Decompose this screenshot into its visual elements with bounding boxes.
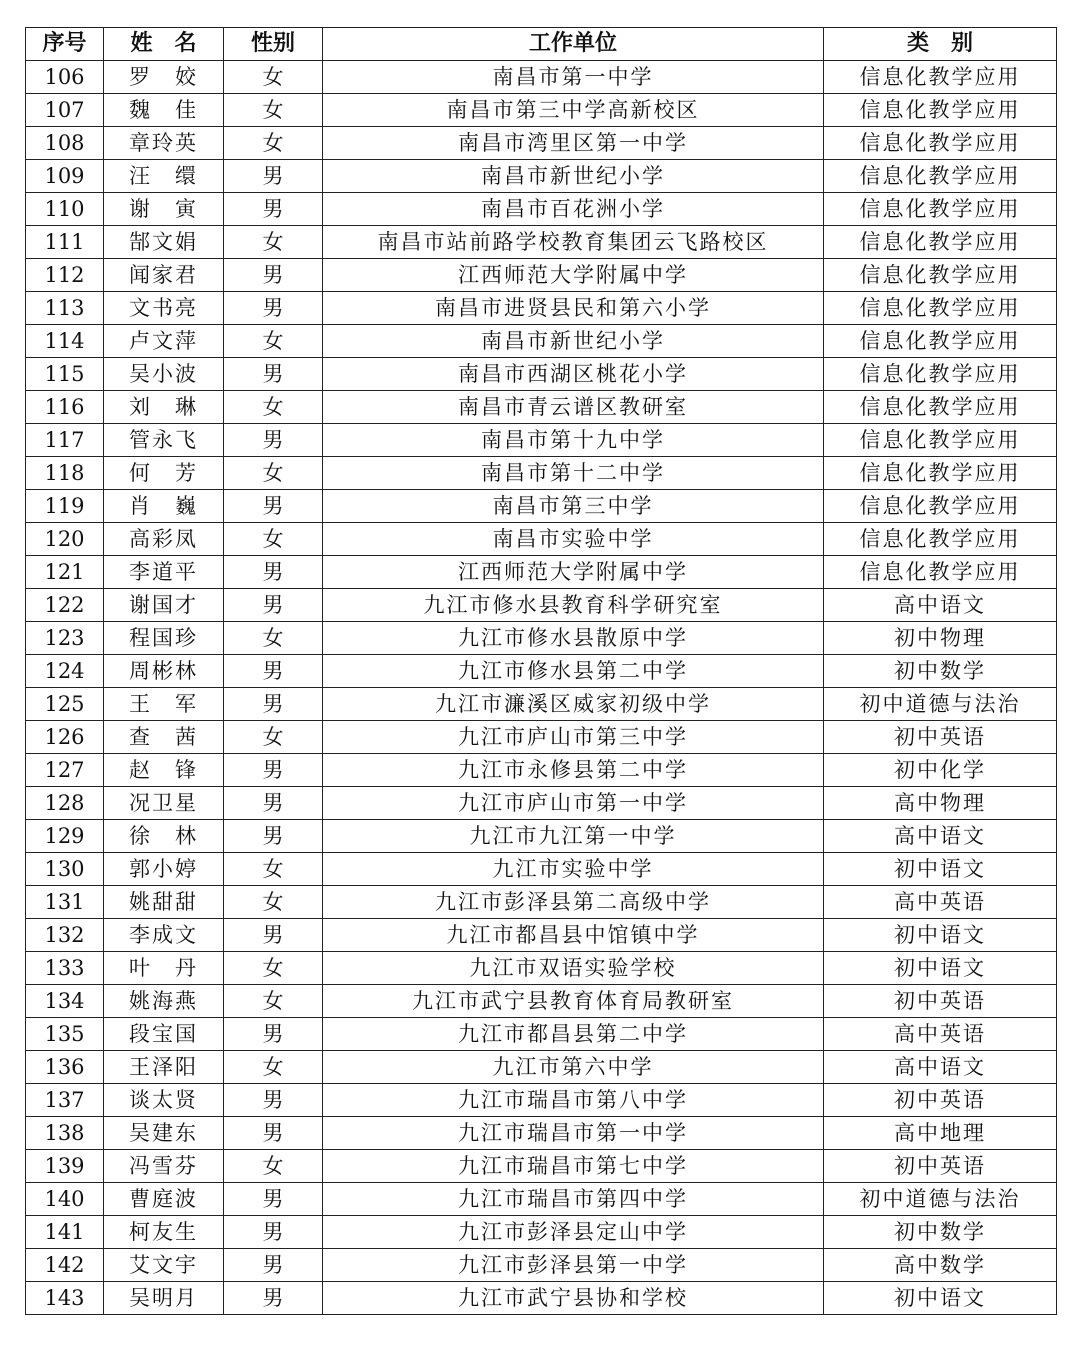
cell-category: 信息化教学应用 — [824, 94, 1057, 127]
cell-no: 109 — [26, 160, 104, 193]
cell-category: 信息化教学应用 — [824, 424, 1057, 457]
cell-no: 107 — [26, 94, 104, 127]
cell-sex: 女 — [224, 325, 323, 358]
table-header — [26, 28, 1057, 61]
cell-sex: 女 — [224, 391, 323, 424]
cell-name: 艾文宇 — [104, 1249, 224, 1282]
cell-unit: 九江市彭泽县第一中学 — [323, 1249, 824, 1282]
cell-no: 131 — [26, 886, 104, 919]
cell-sex: 男 — [224, 688, 323, 721]
cell-unit: 九江市双语实验学校 — [323, 952, 824, 985]
cell-unit: 九江市都昌县第二中学 — [323, 1018, 824, 1051]
table-row — [26, 226, 1057, 259]
table-row — [26, 952, 1057, 985]
cell-name: 谢国才 — [104, 589, 224, 622]
cell-category: 初中语文 — [824, 853, 1057, 886]
cell-no: 122 — [26, 589, 104, 622]
cell-unit: 九江市武宁县教育体育局教研室 — [323, 985, 824, 1018]
cell-category: 高中数学 — [824, 1249, 1057, 1282]
cell-category: 高中语文 — [824, 820, 1057, 853]
cell-unit: 南昌市青云谱区教研室 — [323, 391, 824, 424]
cell-category: 高中语文 — [824, 1051, 1057, 1084]
table-row — [26, 424, 1057, 457]
cell-name: 郭小婷 — [104, 853, 224, 886]
cell-no: 127 — [26, 754, 104, 787]
cell-no: 108 — [26, 127, 104, 160]
cell-category: 高中英语 — [824, 1018, 1057, 1051]
table-row — [26, 259, 1057, 292]
cell-unit: 九江市修水县第二中学 — [323, 655, 824, 688]
cell-unit: 九江市瑞昌市第八中学 — [323, 1084, 824, 1117]
table-row — [26, 1018, 1057, 1051]
cell-unit: 南昌市第十二中学 — [323, 457, 824, 490]
cell-sex: 女 — [224, 1051, 323, 1084]
cell-unit: 南昌市实验中学 — [323, 523, 824, 556]
cell-unit: 南昌市西湖区桃花小学 — [323, 358, 824, 391]
cell-name: 谢 寅 — [104, 193, 224, 226]
cell-no: 125 — [26, 688, 104, 721]
table-row — [26, 622, 1057, 655]
cell-name: 卢文萍 — [104, 325, 224, 358]
table-row — [26, 589, 1057, 622]
cell-category: 高中英语 — [824, 886, 1057, 919]
header-name: 姓 名 — [104, 28, 224, 61]
cell-name: 吴明月 — [104, 1282, 224, 1315]
cell-no: 114 — [26, 325, 104, 358]
cell-category: 初中英语 — [824, 721, 1057, 754]
cell-unit: 九江市武宁县协和学校 — [323, 1282, 824, 1315]
table-row — [26, 127, 1057, 160]
cell-name: 姚海燕 — [104, 985, 224, 1018]
cell-no: 129 — [26, 820, 104, 853]
cell-no: 135 — [26, 1018, 104, 1051]
cell-name: 曹庭波 — [104, 1183, 224, 1216]
cell-no: 137 — [26, 1084, 104, 1117]
cell-no: 126 — [26, 721, 104, 754]
table-row — [26, 655, 1057, 688]
cell-unit: 九江市庐山市第一中学 — [323, 787, 824, 820]
cell-category: 信息化教学应用 — [824, 292, 1057, 325]
cell-category: 信息化教学应用 — [824, 325, 1057, 358]
table-row — [26, 1282, 1057, 1315]
table-row — [26, 1117, 1057, 1150]
cell-no: 142 — [26, 1249, 104, 1282]
cell-sex: 女 — [224, 226, 323, 259]
cell-sex: 男 — [224, 820, 323, 853]
cell-name: 程国珍 — [104, 622, 224, 655]
table-row — [26, 1249, 1057, 1282]
cell-name: 赵 锋 — [104, 754, 224, 787]
cell-category: 初中英语 — [824, 1084, 1057, 1117]
cell-sex: 女 — [224, 721, 323, 754]
table-row — [26, 688, 1057, 721]
cell-category: 高中地理 — [824, 1117, 1057, 1150]
cell-category: 初中道德与法治 — [824, 688, 1057, 721]
cell-unit: 南昌市百花洲小学 — [323, 193, 824, 226]
header-unit: 工作单位 — [323, 28, 824, 61]
cell-sex: 男 — [224, 1084, 323, 1117]
cell-sex: 男 — [224, 787, 323, 820]
cell-no: 113 — [26, 292, 104, 325]
table-row — [26, 919, 1057, 952]
cell-unit: 九江市实验中学 — [323, 853, 824, 886]
table-row — [26, 754, 1057, 787]
cell-no: 116 — [26, 391, 104, 424]
cell-sex: 女 — [224, 127, 323, 160]
cell-unit: 南昌市第十九中学 — [323, 424, 824, 457]
cell-unit: 九江市九江第一中学 — [323, 820, 824, 853]
cell-name: 冯雪芬 — [104, 1150, 224, 1183]
cell-unit: 九江市第六中学 — [323, 1051, 824, 1084]
cell-category: 初中语文 — [824, 1282, 1057, 1315]
cell-sex: 男 — [224, 259, 323, 292]
cell-category: 初中数学 — [824, 1216, 1057, 1249]
cell-name: 况卫星 — [104, 787, 224, 820]
cell-no: 121 — [26, 556, 104, 589]
cell-sex: 男 — [224, 589, 323, 622]
cell-category: 初中物理 — [824, 622, 1057, 655]
table-row — [26, 820, 1057, 853]
table-body — [26, 61, 1057, 1315]
cell-sex: 男 — [224, 424, 323, 457]
cell-unit: 九江市濂溪区威家初级中学 — [323, 688, 824, 721]
cell-unit: 南昌市新世纪小学 — [323, 160, 824, 193]
cell-no: 132 — [26, 919, 104, 952]
cell-no: 106 — [26, 61, 104, 94]
table-row — [26, 985, 1057, 1018]
cell-category: 初中道德与法治 — [824, 1183, 1057, 1216]
cell-name: 文书亮 — [104, 292, 224, 325]
cell-sex: 女 — [224, 622, 323, 655]
cell-no: 124 — [26, 655, 104, 688]
cell-name: 章玲英 — [104, 127, 224, 160]
cell-unit: 南昌市第三中学 — [323, 490, 824, 523]
cell-no: 120 — [26, 523, 104, 556]
cell-category: 初中数学 — [824, 655, 1057, 688]
cell-name: 管永飞 — [104, 424, 224, 457]
cell-no: 128 — [26, 787, 104, 820]
cell-sex: 男 — [224, 1249, 323, 1282]
header-no: 序号 — [26, 28, 104, 61]
cell-unit: 南昌市第三中学高新校区 — [323, 94, 824, 127]
table-row — [26, 358, 1057, 391]
cell-unit: 南昌市进贤县民和第六小学 — [323, 292, 824, 325]
cell-category: 初中化学 — [824, 754, 1057, 787]
cell-unit: 江西师范大学附属中学 — [323, 556, 824, 589]
cell-name: 闻家君 — [104, 259, 224, 292]
cell-sex: 男 — [224, 1216, 323, 1249]
cell-no: 140 — [26, 1183, 104, 1216]
cell-unit: 南昌市站前路学校教育集团云飞路校区 — [323, 226, 824, 259]
cell-no: 130 — [26, 853, 104, 886]
cell-sex: 女 — [224, 985, 323, 1018]
cell-name: 徐 林 — [104, 820, 224, 853]
table-row — [26, 61, 1057, 94]
header-row — [26, 28, 1057, 61]
cell-category: 信息化教学应用 — [824, 391, 1057, 424]
cell-category: 信息化教学应用 — [824, 523, 1057, 556]
cell-name: 何 芳 — [104, 457, 224, 490]
header-sex: 性别 — [224, 28, 323, 61]
table-row — [26, 94, 1057, 127]
cell-no: 117 — [26, 424, 104, 457]
cell-unit: 九江市彭泽县第二高级中学 — [323, 886, 824, 919]
cell-category: 信息化教学应用 — [824, 358, 1057, 391]
table-row — [26, 457, 1057, 490]
cell-name: 刘 琳 — [104, 391, 224, 424]
table-row — [26, 853, 1057, 886]
cell-no: 123 — [26, 622, 104, 655]
cell-sex: 男 — [224, 292, 323, 325]
cell-category: 信息化教学应用 — [824, 457, 1057, 490]
cell-unit: 江西师范大学附属中学 — [323, 259, 824, 292]
cell-sex: 男 — [224, 193, 323, 226]
table-row — [26, 1183, 1057, 1216]
table-row — [26, 523, 1057, 556]
cell-sex: 女 — [224, 94, 323, 127]
cell-category: 初中英语 — [824, 985, 1057, 1018]
cell-sex: 女 — [224, 853, 323, 886]
cell-unit: 九江市庐山市第三中学 — [323, 721, 824, 754]
cell-unit: 九江市修水县散原中学 — [323, 622, 824, 655]
cell-sex: 女 — [224, 523, 323, 556]
cell-unit: 南昌市湾里区第一中学 — [323, 127, 824, 160]
cell-category: 信息化教学应用 — [824, 160, 1057, 193]
cell-sex: 男 — [224, 160, 323, 193]
cell-name: 叶 丹 — [104, 952, 224, 985]
table-row — [26, 1051, 1057, 1084]
roster-table — [25, 27, 1057, 1315]
cell-unit: 九江市瑞昌市第四中学 — [323, 1183, 824, 1216]
cell-sex: 男 — [224, 1018, 323, 1051]
cell-sex: 男 — [224, 1117, 323, 1150]
cell-name: 谈太贤 — [104, 1084, 224, 1117]
cell-no: 133 — [26, 952, 104, 985]
cell-sex: 女 — [224, 1150, 323, 1183]
cell-name: 高彩凤 — [104, 523, 224, 556]
table-row — [26, 193, 1057, 226]
cell-unit: 九江市瑞昌市第一中学 — [323, 1117, 824, 1150]
cell-no: 139 — [26, 1150, 104, 1183]
cell-name: 汪 缳 — [104, 160, 224, 193]
cell-name: 段宝国 — [104, 1018, 224, 1051]
table-row — [26, 292, 1057, 325]
cell-category: 初中语文 — [824, 919, 1057, 952]
table-row — [26, 160, 1057, 193]
cell-category: 初中语文 — [824, 952, 1057, 985]
cell-sex: 男 — [224, 1282, 323, 1315]
cell-name: 查 茜 — [104, 721, 224, 754]
table-row — [26, 325, 1057, 358]
cell-no: 136 — [26, 1051, 104, 1084]
cell-unit: 南昌市新世纪小学 — [323, 325, 824, 358]
cell-sex: 女 — [224, 61, 323, 94]
cell-sex: 女 — [224, 952, 323, 985]
cell-category: 信息化教学应用 — [824, 259, 1057, 292]
cell-sex: 女 — [224, 886, 323, 919]
cell-sex: 女 — [224, 457, 323, 490]
cell-category: 信息化教学应用 — [824, 556, 1057, 589]
table-row — [26, 1084, 1057, 1117]
cell-sex: 男 — [224, 490, 323, 523]
cell-no: 134 — [26, 985, 104, 1018]
cell-name: 肖 巍 — [104, 490, 224, 523]
cell-unit: 九江市瑞昌市第七中学 — [323, 1150, 824, 1183]
table-row — [26, 490, 1057, 523]
cell-category: 高中语文 — [824, 589, 1057, 622]
cell-no: 141 — [26, 1216, 104, 1249]
table-row — [26, 787, 1057, 820]
cell-unit: 南昌市第一中学 — [323, 61, 824, 94]
cell-name: 吴建东 — [104, 1117, 224, 1150]
cell-unit: 九江市永修县第二中学 — [323, 754, 824, 787]
cell-name: 柯友生 — [104, 1216, 224, 1249]
cell-unit: 九江市修水县教育科学研究室 — [323, 589, 824, 622]
cell-name: 周彬林 — [104, 655, 224, 688]
cell-category: 信息化教学应用 — [824, 61, 1057, 94]
cell-no: 110 — [26, 193, 104, 226]
cell-no: 115 — [26, 358, 104, 391]
table-row — [26, 1150, 1057, 1183]
cell-name: 吴小波 — [104, 358, 224, 391]
cell-no: 143 — [26, 1282, 104, 1315]
cell-category: 信息化教学应用 — [824, 127, 1057, 160]
cell-sex: 男 — [224, 556, 323, 589]
header-category: 类 别 — [824, 28, 1057, 61]
cell-unit: 九江市都昌县中馆镇中学 — [323, 919, 824, 952]
table-row — [26, 721, 1057, 754]
cell-sex: 男 — [224, 1183, 323, 1216]
cell-name: 郜文娟 — [104, 226, 224, 259]
table-row — [26, 556, 1057, 589]
cell-sex: 男 — [224, 919, 323, 952]
table-row — [26, 1216, 1057, 1249]
cell-no: 118 — [26, 457, 104, 490]
cell-category: 初中英语 — [824, 1150, 1057, 1183]
cell-unit: 九江市彭泽县定山中学 — [323, 1216, 824, 1249]
cell-no: 138 — [26, 1117, 104, 1150]
cell-sex: 男 — [224, 358, 323, 391]
table-row — [26, 886, 1057, 919]
cell-no: 111 — [26, 226, 104, 259]
cell-category: 信息化教学应用 — [824, 490, 1057, 523]
table-row — [26, 391, 1057, 424]
cell-no: 112 — [26, 259, 104, 292]
cell-category: 信息化教学应用 — [824, 193, 1057, 226]
cell-name: 王 军 — [104, 688, 224, 721]
cell-sex: 男 — [224, 754, 323, 787]
cell-name: 魏 佳 — [104, 94, 224, 127]
cell-category: 信息化教学应用 — [824, 226, 1057, 259]
cell-sex: 男 — [224, 655, 323, 688]
cell-no: 119 — [26, 490, 104, 523]
cell-name: 王泽阳 — [104, 1051, 224, 1084]
cell-name: 李成文 — [104, 919, 224, 952]
cell-name: 姚甜甜 — [104, 886, 224, 919]
cell-name: 李道平 — [104, 556, 224, 589]
cell-category: 高中物理 — [824, 787, 1057, 820]
cell-name: 罗 姣 — [104, 61, 224, 94]
